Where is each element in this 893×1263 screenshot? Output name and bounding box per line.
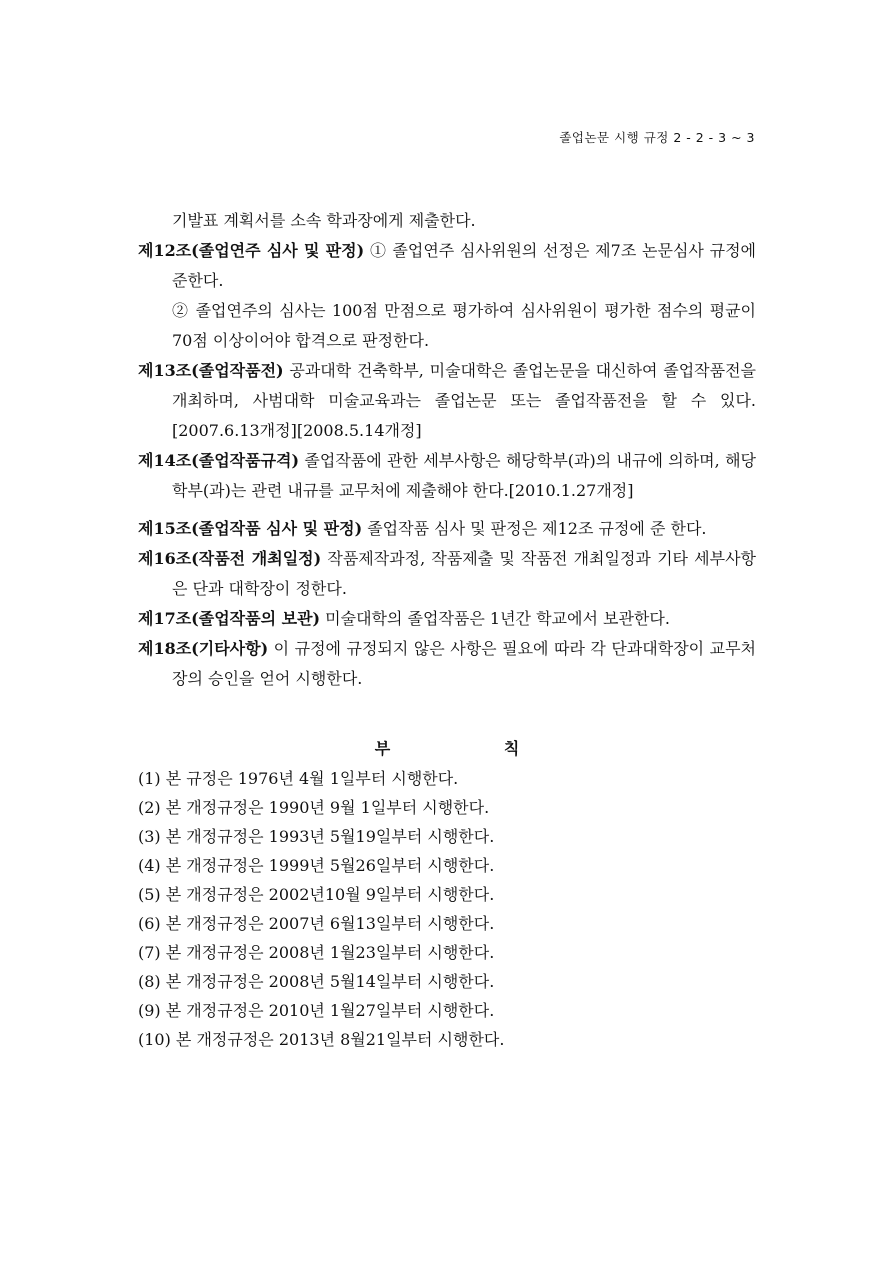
article-13-heading: 제13조(졸업작품전): [138, 361, 284, 380]
article-12-continuation: ② 졸업연주의 심사는 100점 만점으로 평가하여 심사위원이 평가한 점수의 평균이 70점 이상이어야 합격으로 판정한다.: [172, 301, 756, 350]
article-14-heading: 제14조(졸업작품규격): [138, 451, 300, 470]
addenda-item: (5) 본 개정규정은 2002년10월 9일부터 시행한다.: [138, 885, 495, 904]
addenda-item: (1) 본 규정은 1976년 4월 1일부터 시행한다.: [138, 769, 459, 788]
addenda-list: [138, 764, 756, 1054]
article-12-text: ① 졸업연주 심사위원의 선정은 제7조 논문심사 규정에 준한다.: [172, 241, 756, 290]
article-15-heading: 제15조(졸업작품 심사 및 판정): [138, 519, 363, 538]
article-18: [138, 634, 756, 694]
addenda-item: (2) 본 개정규정은 1990년 9월 1일부터 시행한다.: [138, 798, 490, 817]
article-17-text: 미술대학의 졸업작품은 1년간 학교에서 보관한다.: [320, 609, 670, 628]
running-header: 졸업논문 시행 규정 2 - 2 - 3 ~ 3: [559, 130, 755, 145]
article-13-text: 공과대학 건축학부, 미술대학은 졸업논문을 대신하여 졸업작품전을 개최하며, 사범대학 미술교육과는 졸업논문 또는 졸업작품전을 할 수 있다.[2007.6.13개정][2008.5.14개정]: [172, 361, 756, 440]
article-14: [138, 446, 756, 506]
addenda-item: (9) 본 개정규정은 2010년 1월27일부터 시행한다.: [138, 1001, 495, 1020]
addenda-item: (4) 본 개정규정은 1999년 5월26일부터 시행한다.: [138, 856, 495, 875]
addenda-item: (3) 본 개정규정은 1993년 5월19일부터 시행한다.: [138, 827, 495, 846]
addenda-item: (6) 본 개정규정은 2007년 6월13일부터 시행한다.: [138, 914, 495, 933]
article-continuation: 기발표 계획서를 소속 학과장에게 제출한다.: [172, 211, 476, 230]
article-12-heading: 제12조(졸업연주 심사 및 판정): [138, 241, 365, 260]
article-18-heading: 제18조(기타사항): [138, 639, 269, 658]
addenda-title-right: 칙: [503, 739, 520, 758]
addenda-title: [138, 734, 756, 764]
article-15: [138, 514, 756, 544]
article-13: [138, 356, 756, 446]
addenda-title-left: 부: [374, 739, 391, 758]
article-14-text: 졸업작품에 관한 세부사항은 해당학부(과)의 내규에 의하며, 해당학부(과)는 관련 내규를 교무처에 제출해야 한다.[2010.1.27개정]: [172, 451, 756, 500]
article-17: [138, 604, 756, 634]
article-18-text: 이 규정에 규정되지 않은 사항은 필요에 따라 각 단과대학장이 교무처장의 승인을 얻어 시행한다.: [172, 639, 756, 688]
article-16: [138, 544, 756, 604]
article-15-text: 졸업작품 심사 및 판정은 제12조 규정에 준 한다.: [362, 519, 707, 538]
article-12: [138, 236, 756, 296]
article-16-heading: 제16조(작품전 개최일정): [138, 549, 322, 568]
addenda-item: (8) 본 개정규정은 2008년 5월14일부터 시행한다.: [138, 972, 495, 991]
document-body: [138, 206, 756, 1054]
article-16-text: 작품제작과정, 작품제출 및 작품전 개최일정과 기타 세부사항은 단과 대학장이 정한다.: [172, 549, 756, 598]
addenda-item: (7) 본 개정규정은 2008년 1월23일부터 시행한다.: [138, 943, 495, 962]
article-17-heading: 제17조(졸업작품의 보관): [138, 609, 321, 628]
addenda-item: (10) 본 개정규정은 2013년 8월21일부터 시행한다.: [138, 1030, 505, 1049]
